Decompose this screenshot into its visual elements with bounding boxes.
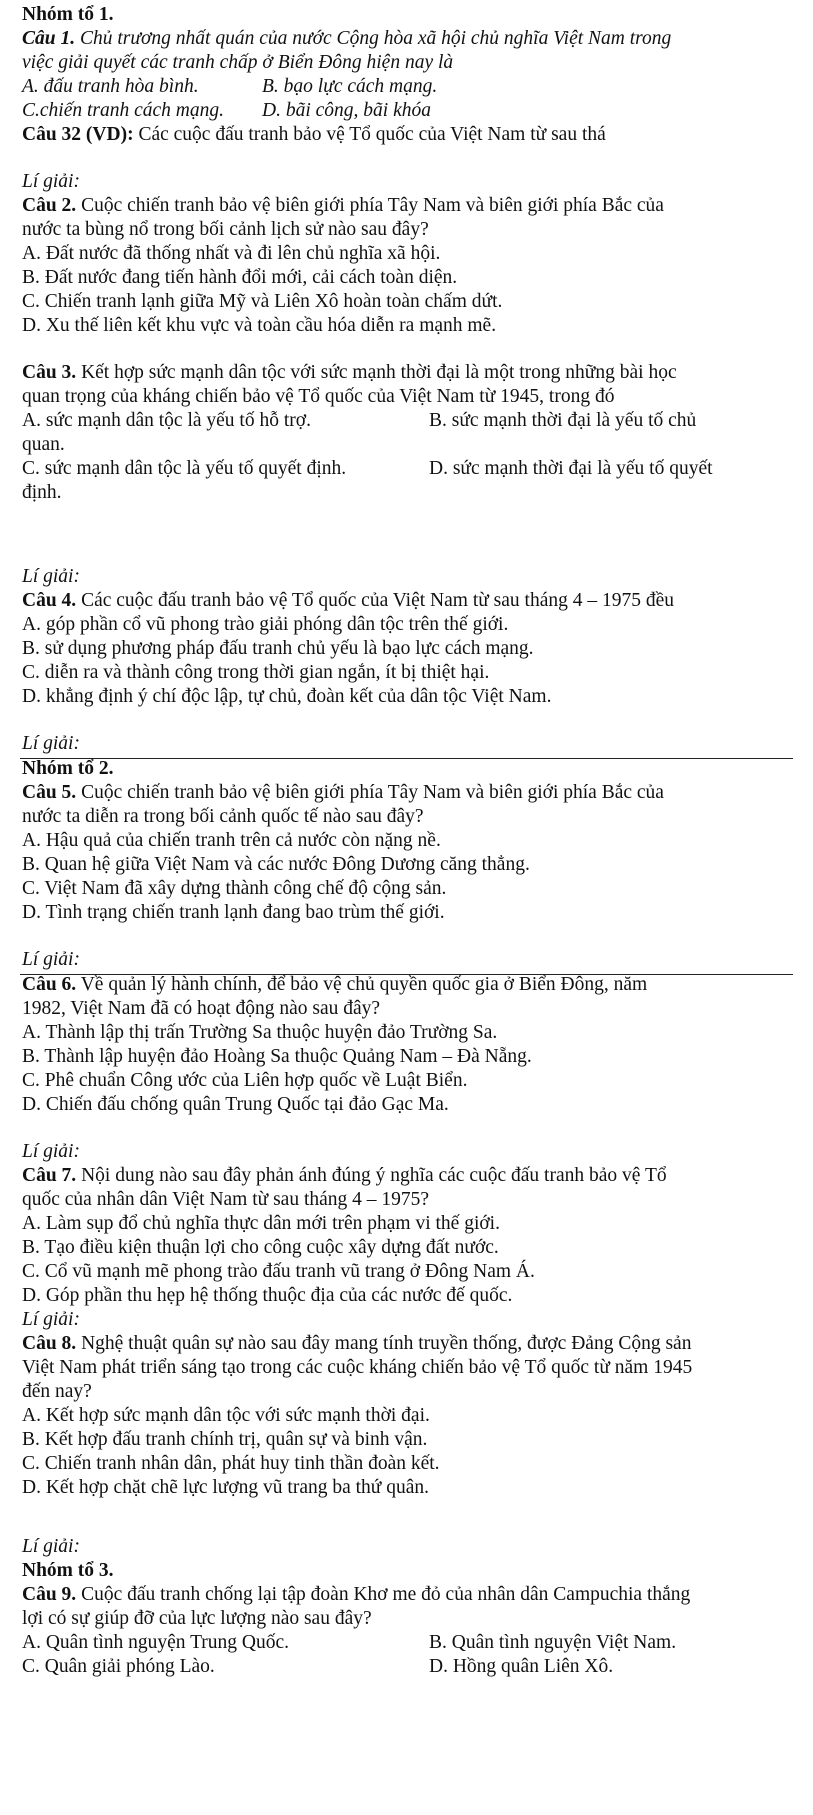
group-2-title: Nhóm tổ 2. [22,758,114,779]
question-9-option-b: B. Quân tình nguyện Việt Nam. [429,1632,677,1653]
question-1-option-d: D. bãi công, bãi khóa [262,100,431,121]
question-2-option-c: C. Chiến tranh lạnh giữa Mỹ và Liên Xô hoàn toàn chấm dứt. [22,291,503,312]
question-6-option-d: D. Chiến đấu chống quân Trung Quốc tại đảo Gạc Ma. [22,1094,449,1115]
question-9-stem-cont: lợi có sự giúp đỡ của lực lượng nào sau đây? [22,1608,372,1629]
question-8-option-a: A. Kết hợp sức mạnh dân tộc với sức mạnh thời đại. [22,1405,430,1426]
group-1-title: Nhóm tổ 1. [22,4,114,25]
solution-label: Lí giải: [22,171,80,192]
question-2-option-a: A. Đất nước đã thống nhất và đi lên chủ nghĩa xã hội. [22,243,441,264]
question-4-option-b: B. sử dụng phương pháp đấu tranh chủ yếu là bạo lực cách mạng. [22,638,534,659]
question-3-label: Câu 3. [22,362,77,383]
question-7-stem-cont: quốc của nhân dân Việt Nam từ sau tháng 4 – 1975? [22,1189,430,1210]
question-5-option-b: B. Quan hệ giữa Việt Nam và các nước Đông Dương căng thẳng. [22,854,530,875]
solution-label: Lí giải: [22,566,80,587]
section-divider [20,758,793,759]
question-3-stem-cont: quan trọng của kháng chiến bảo vệ Tổ quốc của Việt Nam từ 1945, trong đó [22,386,615,407]
question-8-option-c: C. Chiến tranh nhân dân, phát huy tinh thần đoàn kết. [22,1453,440,1474]
question-4-label: Câu 4. [22,590,77,611]
question-3-option-b: B. sức mạnh thời đại là yếu tố chủ [429,410,697,431]
question-9-option-a: A. Quân tình nguyện Trung Quốc. [22,1632,290,1653]
question-5-stem-cont: nước ta diễn ra trong bối cảnh quốc tế nào sau đây? [22,806,424,827]
group-3-title: Nhóm tổ 3. [22,1560,114,1581]
question-6-option-a: A. Thành lập thị trấn Trường Sa thuộc huyện đảo Trường Sa. [22,1022,498,1043]
question-8-option-b: B. Kết hợp đấu tranh chính trị, quân sự và binh vận. [22,1429,428,1450]
question-5-option-d: D. Tình trạng chiến tranh lạnh đang bao trùm thế giới. [22,902,445,923]
question-6-option-c: C. Phê chuẩn Công ước của Liên hợp quốc về Luật Biển. [22,1070,468,1091]
question-8-stem-cont: đến nay? [22,1381,92,1402]
question-1-option-c: C.chiến tranh cách mạng. [22,100,225,121]
question-9-option-c: C. Quân giải phóng Lào. [22,1656,215,1677]
question-1-option-b: B. bạo lực cách mạng. [262,76,438,97]
question-2-stem: Câu 2. Cuộc chiến tranh bảo vệ biên giới phía Tây Nam và biên giới phía Bắc của [22,195,664,216]
question-7-option-d: D. Góp phần thu hẹp hệ thống thuộc địa của các nước đế quốc. [22,1285,513,1306]
question-3-option-c: C. sức mạnh dân tộc là yếu tố quyết định. [22,458,347,479]
question-4-stem: Câu 4. Các cuộc đấu tranh bảo vệ Tổ quốc của Việt Nam từ sau tháng 4 – 1975 đều [22,590,675,611]
question-6-option-b: B. Thành lập huyện đảo Hoàng Sa thuộc Quảng Nam – Đà Nẵng. [22,1046,532,1067]
question-4-option-d: D. khẳng định ý chí độc lập, tự chủ, đoàn kết của dân tộc Việt Nam. [22,686,552,707]
question-6-stem: Câu 6. Về quản lý hành chính, để bảo vệ chủ quyền quốc gia ở Biển Đông, năm [22,974,648,995]
question-9-option-d: D. Hồng quân Liên Xô. [429,1656,614,1677]
question-3-option-b-cont: quan. [22,434,65,455]
question-7-option-b: B. Tạo điều kiện thuận lợi cho công cuộc xây dựng đất nước. [22,1237,499,1258]
question-2-option-b: B. Đất nước đang tiến hành đổi mới, cải cách toàn diện. [22,267,458,288]
question-7-label: Câu 7. [22,1165,77,1186]
question-3-option-d-cont: định. [22,482,62,503]
question-4-option-a: A. góp phần cổ vũ phong trào giải phóng dân tộc trên thế giới. [22,614,509,635]
question-6-label: Câu 6. [22,974,77,995]
question-7-stem: Câu 7. Nội dung nào sau đây phản ánh đúng ý nghĩa các cuộc đấu tranh bảo vệ Tổ [22,1165,667,1186]
solution-label: Lí giải: [22,733,80,754]
solution-label: Lí giải: [22,1141,80,1162]
question-7-option-a: A. Làm sụp đổ chủ nghĩa thực dân mới trên phạm vi thế giới. [22,1213,500,1234]
question-6-stem-cont: 1982, Việt Nam đã có hoạt động nào sau đây? [22,998,381,1019]
question-7-option-c: C. Cổ vũ mạnh mẽ phong trào đấu tranh vũ trang ở Đông Nam Á. [22,1261,535,1282]
question-2-stem-cont: nước ta bùng nổ trong bối cảnh lịch sử nào sau đây? [22,219,429,240]
question-32: Câu 32 (VD): Các cuộc đấu tranh bảo vệ Tổ quốc của Việt Nam từ sau thá [22,124,606,145]
question-5-label: Câu 5. [22,782,77,803]
solution-label: Lí giải: [22,1309,80,1330]
question-1-stem-cont: việc giải quyết các tranh chấp ở Biển Đông hiện nay là [22,52,454,73]
question-5-option-a: A. Hậu quả của chiến tranh trên cả nước còn nặng nề. [22,830,441,851]
solution-label: Lí giải: [22,949,80,970]
question-5-option-c: C. Việt Nam đã xây dựng thành công chế độ cộng sản. [22,878,447,899]
question-9-stem: Câu 9. Cuộc đấu tranh chống lại tập đoàn Khơ me đỏ của nhân dân Campuchia thắng [22,1584,691,1605]
question-2-option-d: D. Xu thế liên kết khu vực và toàn cầu hóa diễn ra mạnh mẽ. [22,315,497,336]
question-3-stem: Câu 3. Kết hợp sức mạnh dân tộc với sức mạnh thời đại là một trong những bài học [22,362,677,383]
question-8-stem-cont: Việt Nam phát triển sáng tạo trong các cuộc kháng chiến bảo vệ Tổ quốc từ năm 1945 [22,1357,693,1378]
question-9-label: Câu 9. [22,1584,77,1605]
question-8-label: Câu 8. [22,1333,77,1354]
question-3-option-a: A. sức mạnh dân tộc là yếu tố hỗ trợ. [22,410,311,431]
question-4-option-c: C. diễn ra và thành công trong thời gian ngắn, ít bị thiệt hại. [22,662,490,683]
question-2-label: Câu 2. [22,195,77,216]
question-8-option-d: D. Kết hợp chặt chẽ lực lượng vũ trang ba thứ quân. [22,1477,430,1498]
question-1-label: Câu 1. [22,28,76,49]
solution-label: Lí giải: [22,1536,80,1557]
question-1-option-a: A. đấu tranh hòa bình. [22,76,199,97]
question-8-stem: Câu 8. Nghệ thuật quân sự nào sau đây mang tính truyền thống, được Đảng Cộng sản [22,1333,692,1354]
question-5-stem: Câu 5. Cuộc chiến tranh bảo vệ biên giới phía Tây Nam và biên giới phía Bắc của [22,782,664,803]
question-32-label: Câu 32 (VD): [22,124,134,145]
question-3-option-d: D. sức mạnh thời đại là yếu tố quyết [429,458,713,479]
question-1-stem: Câu 1. Chủ trương nhất quán của nước Cộng hòa xã hội chủ nghĩa Việt Nam trong [22,28,672,49]
